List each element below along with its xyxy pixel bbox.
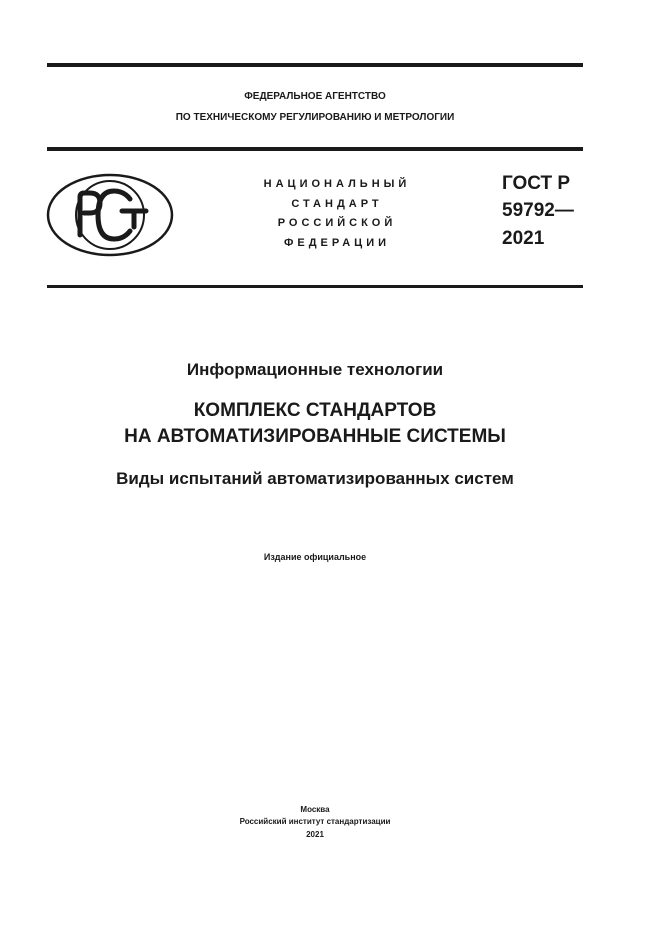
designation-line1: ГОСТ Р: [502, 173, 571, 194]
agency-name-line1: ФЕДЕРАЛЬНОЕ АГЕНТСТВО: [244, 91, 386, 102]
rst-certification-logo-icon: [46, 173, 174, 257]
standard-type-line2: СТАНДАРТ: [291, 198, 383, 210]
title-main-line1: КОМПЛЕКС СТАНДАРТОВ: [193, 400, 437, 421]
title-topic: Информационные технологии: [186, 360, 444, 379]
agency-name-line2: ПО ТЕХНИЧЕСКОМУ РЕГУЛИРОВАНИЮ И МЕТРОЛОГИИ: [175, 112, 455, 123]
edition-note: Издание официальное: [263, 552, 367, 562]
bottom-rule: [47, 285, 583, 288]
imprint-publisher: Российский институт стандартизации: [239, 817, 391, 826]
designation-line2: 59792—: [502, 200, 574, 221]
designation-line3: 2021: [502, 228, 545, 249]
title-main-line2: НА АВТОМАТИЗИРОВАННЫЕ СИСТЕМЫ: [124, 426, 506, 447]
top-rule: [47, 63, 583, 67]
middle-rule: [47, 147, 583, 151]
standard-type-line1: НАЦИОНАЛЬНЫЙ: [263, 178, 411, 190]
imprint-year: 2021: [306, 830, 324, 839]
standard-type-line3: РОССИЙСКОЙ: [277, 217, 397, 229]
title-subtitle: Виды испытаний автоматизированных систем: [116, 469, 514, 488]
standard-type-line4: ФЕДЕРАЦИИ: [283, 237, 391, 249]
imprint-city: Москва: [300, 805, 330, 814]
